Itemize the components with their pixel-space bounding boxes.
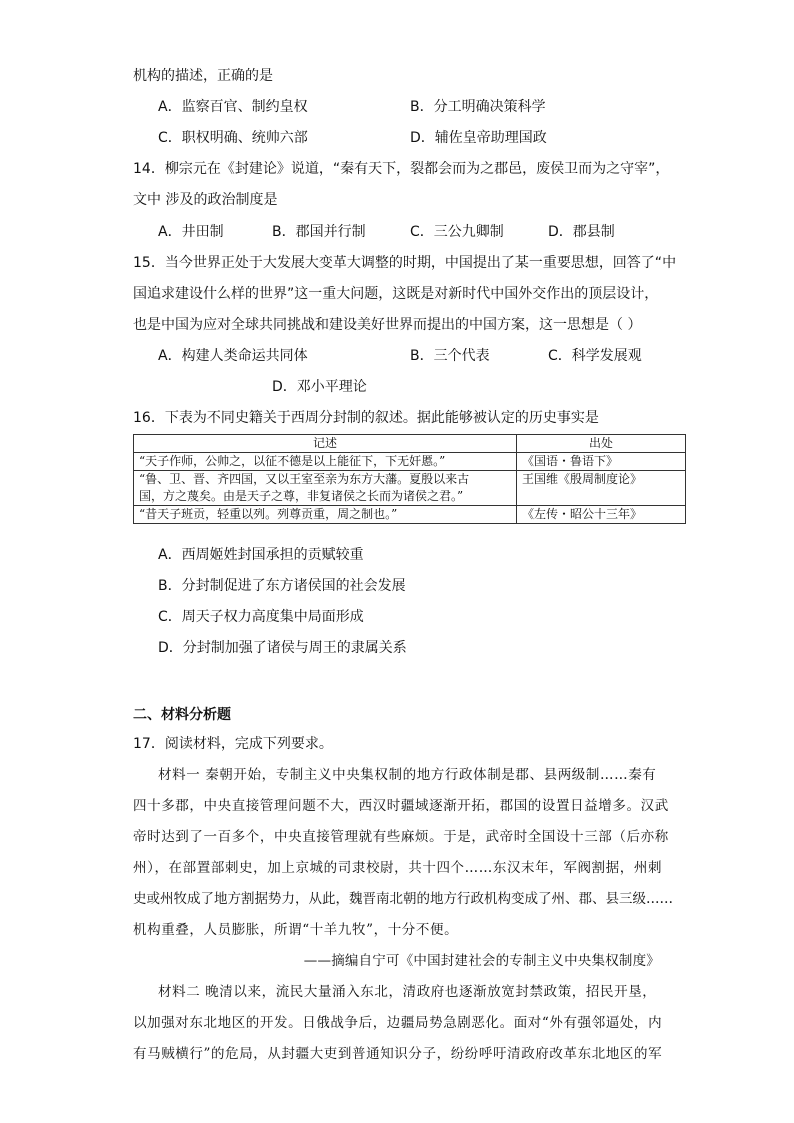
material1-line: 材料一 秦朝开始，专制主义中央集权制的地方行政体制是郡、县两级制……秦有 (158, 767, 657, 783)
q15-line-1: 15．当今世界正处于大发展大变革大调整的时期，中国提出了某一重要思想，回答了“中 (133, 255, 677, 271)
q15-option-c: C．科学发展观 (548, 348, 642, 364)
material1-source: ——摘编自宁可《中国封建社会的专制主义中央集权制度》 (303, 953, 660, 969)
material1-line: 帝时达到了一百多个，中央直接管理就有些麻烦。于是，武帝时全国设十三部（后亦称 (133, 829, 669, 845)
table-cell-record (134, 471, 517, 506)
table-header-record: 记述 (134, 435, 517, 453)
q16-option-c: C．周天子权力高度集中局面形成 (158, 609, 364, 625)
material1-line: 州），在部置部刺史，加上京城的司隶校尉，共十四个……东汉末年，军阀割据，州刺 (133, 860, 663, 876)
q16-option-a: A．西周姬姓封国承担的贡赋较重 (158, 547, 364, 563)
q13-option-d: D．辅佐皇帝助理国政 (410, 130, 547, 146)
table-row (134, 453, 686, 471)
table-cell-record (134, 506, 517, 524)
material2-line: 材料二 晚清以来，流民大量涌入东北，清政府也逐渐放宽封禁政策，招民开垦， (158, 984, 657, 1000)
q13-stem-tail: 机构的描述，正确的是 (133, 68, 273, 84)
q13-option-c: C．职权明确、统帅六部 (158, 130, 308, 146)
table-row (134, 506, 686, 524)
q13-option-b: B．分工明确决策科学 (410, 99, 546, 115)
material1-line: 史或州牧成了地方割据势力，从此，魏晋南北朝的地方行政机构变成了州、郡、县三级…… (133, 891, 673, 907)
q16-option-d: D．分封制加强了诸侯与周王的隶属关系 (158, 640, 407, 656)
q15-line-2: 国追求建设什么样的世界”这一重大问题，这既是对新时代中国外交作出的顶层设计， (133, 286, 659, 302)
section-heading: 二、材料分析题 (133, 707, 231, 723)
table-cell-source: 《国语・鲁语下》 (517, 453, 686, 471)
q15-option-a: A．构建人类命运共同体 (158, 348, 308, 364)
record-line: “昔天子班贡，轻重以列。列尊贡重，周之制也。” (139, 507, 398, 521)
material2-line: 以加强对东北地区的开发。日俄战争后，边疆局势急剧恶化。面对“外有强邻逼处，内 (133, 1015, 663, 1031)
table-cell-source: 王国维《殷周制度论》 (517, 471, 686, 506)
q16-stem: 16．下表为不同史籍关于西周分封制的叙述。据此能够被认定的历史事实是 (133, 410, 599, 426)
record-line: “鲁、卫、晋、齐四国，又以王室至亲为东方大藩。夏殷以来古 (139, 472, 470, 486)
q14-line-1: 14．柳宗元在《封建论》说道，“秦有天下，裂都会而为之郡邑，废侯卫而为之守宰”， (133, 161, 670, 177)
table-header-source: 出处 (517, 435, 686, 453)
table-header-row (134, 435, 686, 453)
q15-option-d: D．邓小平理论 (272, 379, 367, 395)
q15-line-3: 也是中国为应对全球共同挑战和建设美好世界而提出的中国方案，这一思想是（ ） (133, 317, 642, 333)
q14-option-c: C．三公九卿制 (410, 224, 504, 240)
record-line: 国，方之蔑矣。由是天子之尊，非复诸侯之长而为诸侯之君。” (139, 489, 464, 503)
q14-line-2: 文中 涉及的政治制度是 (133, 192, 278, 208)
table-cell-record (134, 453, 517, 471)
table-cell-source: 《左传・昭公十三年》 (517, 506, 686, 524)
q17-stem: 17．阅读材料，完成下列要求。 (133, 736, 333, 752)
table-row (134, 471, 686, 506)
q13-option-a: A．监察百官、制约皇权 (158, 99, 308, 115)
record-line: “天子作师，公帅之，以征不德是以上能征下，下无奸慝。” (139, 454, 446, 468)
material2-line: 有马贼横行”的危局，从封疆大吏到普通知识分子，纷纷呼吁清政府改革东北地区的军 (133, 1046, 663, 1062)
q15-option-b: B．三个代表 (410, 348, 490, 364)
q16-option-b: B．分封制促进了东方诸侯国的社会发展 (158, 578, 406, 594)
q14-option-b: B．郡国并行制 (272, 224, 366, 240)
material1-line: 机构重叠，人员膨胀，所谓“十羊九牧”，十分不便。 (133, 922, 459, 938)
history-source-table (133, 434, 686, 524)
material1-line: 四十多郡，中央直接管理问题不大，西汉时疆域逐渐开拓，郡国的设置日益增多。汉武 (133, 798, 669, 814)
q14-option-d: D．郡县制 (548, 224, 615, 240)
q14-option-a: A．井田制 (158, 224, 224, 240)
